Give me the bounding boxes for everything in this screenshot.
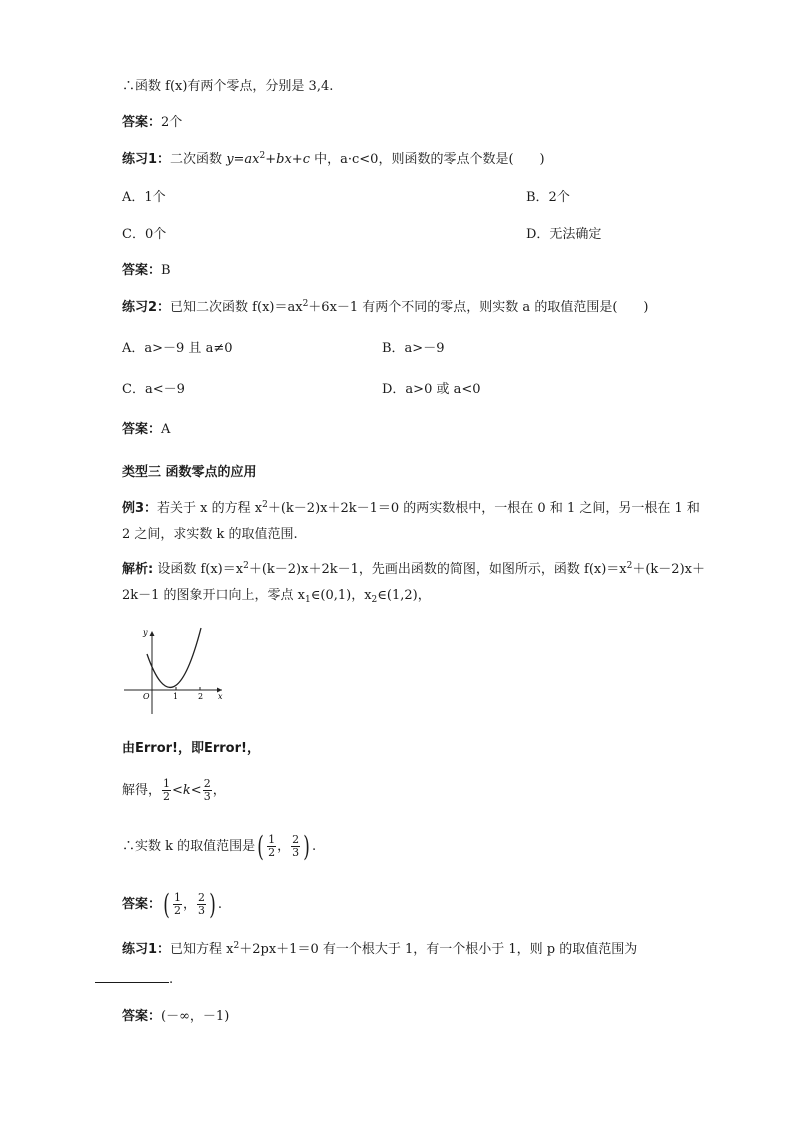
answer-label: 答案：: [122, 115, 162, 130]
exercise2-question: [122, 299, 648, 317]
conclusion-line: ∴函数 f(x)有两个零点，分别是 3,4.: [122, 79, 334, 94]
solution-result: [122, 776, 226, 806]
answer-value: 2个: [161, 115, 183, 130]
fraction-one-half: $\frac{1}{2}$: [173, 891, 181, 917]
fraction-one-half: $\frac{1}{2}$: [268, 833, 276, 859]
range-prefix: ∴实数 k 的取值范围是: [122, 839, 256, 854]
answer-value: B: [161, 263, 171, 278]
exercise1-answer: [122, 262, 171, 280]
fraction-two-thirds: $\frac{2}{3}$: [203, 777, 211, 803]
right-paren: ): [209, 887, 216, 921]
answer-suffix: .: [217, 897, 223, 912]
answer-label: 答案：: [122, 422, 162, 437]
analysis-text: ∈(1,2)，: [377, 588, 431, 603]
analysis-sq: 2: [626, 561, 633, 571]
practice-answer: [122, 1008, 229, 1026]
right-paren: ): [303, 829, 310, 863]
analysis-sub: 1: [305, 595, 311, 605]
practice-label: 练习1：: [122, 942, 171, 957]
exercise2-option-b: B．a>－9: [382, 341, 445, 356]
tick-1-label: 1: [173, 692, 179, 701]
analysis-text: ＋(k－2)x＋2k－1 的图象开口向上，零点 x: [122, 562, 705, 603]
exercise1-label: 练习1：: [122, 152, 171, 167]
answer-blank: [95, 968, 169, 983]
practice-question: [122, 936, 706, 964]
fraction-two-thirds: $\frac{2}{3}$: [292, 833, 300, 859]
analysis-text: 设函数 f(x)＝x: [153, 562, 244, 577]
example3-question: [122, 496, 706, 548]
practice-text: ＋2px＋1＝0 有一个根大于 1，有一个根小于 1，则 p 的取值范围为: [239, 942, 638, 957]
exercise2-answer: [122, 421, 170, 439]
range-conclusion: [122, 829, 317, 863]
example3-label: 例3：: [122, 501, 158, 516]
analysis-text: ∈(0,1)，x: [310, 588, 372, 603]
exercise1-sq: 2: [259, 151, 266, 161]
exercise1-stem-a: 二次函数: [170, 152, 227, 167]
exercise2-sq: 2: [302, 299, 309, 309]
analysis-text: ＋(k－2)x＋2k－1，先画出函数的简图，如图所示，函数 f(x)＝x: [248, 562, 627, 577]
section-heading: 类型三 函数零点的应用: [122, 465, 257, 480]
fraction-one-half: $\frac{1}{2}$: [163, 777, 171, 803]
left-paren: (: [257, 829, 264, 863]
left-paren: (: [163, 887, 170, 921]
example3-answer: [122, 887, 223, 921]
exercise2-option-c: C．a<－9: [122, 382, 185, 397]
exercise2-stem-b: ＋6x－1 有两个不同的零点，则实数 a 的取值范围是( ): [308, 300, 649, 315]
blank-period: .: [169, 972, 174, 987]
answer-value: (－∞，－1): [161, 1009, 230, 1024]
y-axis-label: y: [143, 628, 148, 637]
parabola-graph: [122, 626, 226, 716]
example3-text-a: 若关于 x 的方程 x: [157, 501, 263, 516]
answer-line: [122, 114, 182, 132]
exercise2-label: 练习2：: [122, 300, 171, 315]
exercise1-question: [122, 151, 545, 169]
exercise1-stem-d: 中，a·c<0，则函数的零点个数是( ): [309, 152, 545, 167]
comma: ，: [182, 897, 196, 912]
answer-blank-line: [95, 968, 173, 989]
comma: ，: [277, 839, 291, 854]
exercise1-option-a: A．1个: [122, 190, 166, 205]
exercise2-stem-a: 已知二次函数 f(x)＝ax: [170, 300, 303, 315]
exercise2-option-d: D．a>0 或 a<0: [382, 382, 481, 397]
analysis-sq: 2: [243, 561, 249, 571]
practice-text: 已知方程 x: [170, 942, 234, 957]
solve-suffix: ，: [212, 783, 226, 798]
solve-prefix: 解得，: [122, 783, 162, 798]
fraction-two-thirds: $\frac{2}{3}$: [197, 891, 205, 917]
analysis-label: 解析:: [122, 562, 154, 577]
exercise2-option-a: A．a>－9 且 a≠0: [122, 341, 233, 356]
y-axis-arrow: [150, 631, 155, 636]
analysis-paragraph: [122, 557, 706, 609]
exercise1-option-c: C．0个: [122, 227, 167, 242]
origin-label: O: [143, 692, 150, 701]
x-axis-label: x: [218, 692, 223, 701]
exercise1-option-d: D．无法确定: [526, 227, 602, 242]
parabola-curve: [147, 628, 201, 687]
range-suffix: .: [312, 839, 317, 854]
inequality-mid: <k<: [172, 783, 202, 798]
analysis-sub: 2: [371, 595, 378, 605]
practice-sq: 2: [233, 941, 240, 951]
tick-2-label: 2: [198, 692, 204, 701]
exercise1-stem-c: +bx+c: [265, 152, 310, 167]
answer-label: 答案：: [122, 897, 162, 912]
example3-sq: 2: [262, 500, 268, 510]
example3-text-b: ＋(k－2)x＋2k－1＝0 的两实数根中，一根在 0 和 1 之间，另一根在 1 和 2 之间，求实数 k 的取值范围.: [122, 501, 700, 542]
answer-value: A: [161, 422, 171, 437]
exercise1-stem-b: y=ax: [226, 152, 260, 167]
exercise1-option-b: B．2个: [526, 190, 570, 205]
answer-label: 答案：: [122, 263, 162, 278]
solution-condition: 由Error!，即Error!，: [122, 741, 260, 756]
answer-label: 答案：: [122, 1009, 162, 1024]
